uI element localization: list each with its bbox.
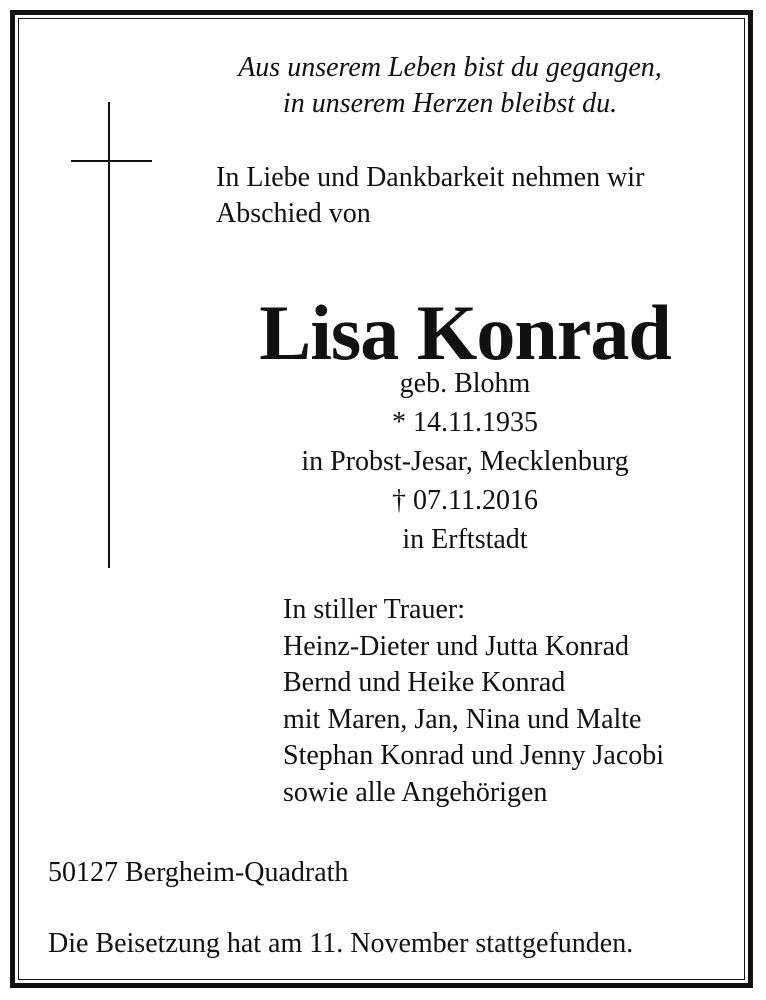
mourner-entry: Heinz-Dieter und Jutta Konrad (283, 630, 629, 662)
mourner-entry: mit Maren, Jan, Nina und Malte (283, 703, 642, 735)
death-place: in Erftstadt (402, 524, 528, 555)
deceased-name: Lisa Konrad (259, 289, 671, 376)
intro-text (216, 160, 644, 232)
intro-line-1: In Liebe und Dankbarkeit nehmen wir (216, 162, 645, 193)
cross-vertical-bar (108, 102, 110, 568)
mourners-list (283, 592, 664, 811)
mourner-entry: Stephan Konrad und Jenny Jacobi (283, 740, 665, 771)
death-date: † 07.11.2016 (392, 485, 538, 516)
funeral-notice: Die Beisetzung hat am 11. November stattgefunden. (48, 928, 634, 959)
motto-line-2: in unserem Herzen bleibst du. (282, 88, 618, 119)
motto (160, 50, 740, 122)
deceased-details (180, 364, 750, 559)
cross-horizontal-bar (71, 160, 152, 162)
birth-place: in Probst-Jesar, Mecklenburg (301, 446, 629, 477)
address: 50127 Bergheim-Quadrath (48, 857, 349, 888)
intro-line-2: Abschied von (216, 198, 371, 229)
mourner-entry: sowie alle Angehörigen (283, 776, 548, 808)
mourners-heading: In stiller Trauer: (283, 594, 465, 625)
birth-date: * 14.11.1935 (392, 407, 538, 438)
maiden-name: geb. Blohm (399, 368, 531, 399)
motto-line-1: Aus unserem Leben bist du gegangen, (238, 52, 662, 83)
mourner-entry: Bernd und Heike Konrad (283, 667, 566, 698)
